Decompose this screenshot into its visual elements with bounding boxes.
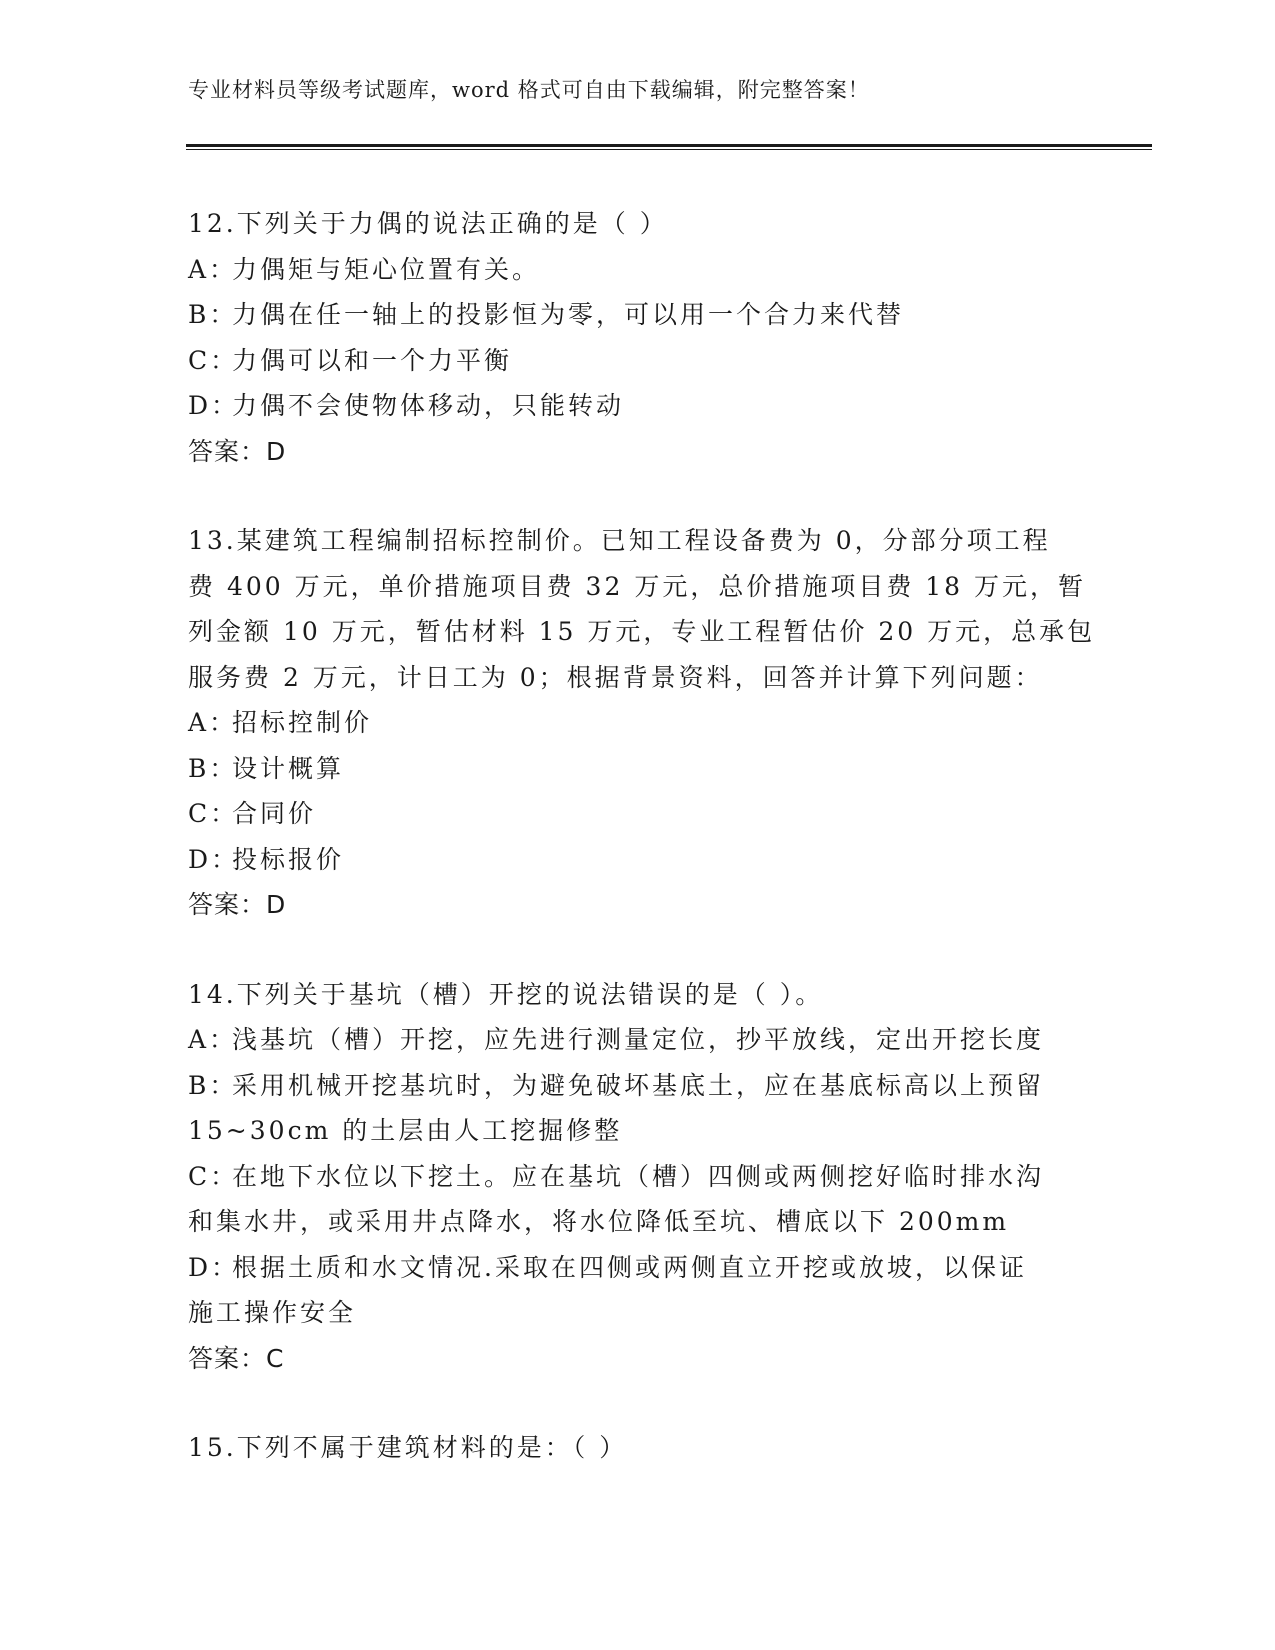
option-key: C： [188, 345, 239, 375]
question-stem: 14.下列关于基坑（槽）开挖的说法错误的是（ ）。 [188, 979, 824, 1009]
option-line [188, 746, 1088, 792]
option-key: B： [188, 753, 238, 783]
question-list [188, 201, 1096, 1515]
option-line [188, 338, 1088, 384]
option-key: A： [188, 708, 238, 737]
option-key: B： [188, 300, 238, 329]
option-key: C： [188, 799, 239, 828]
header-divider [186, 144, 1152, 150]
question-stem: 13.某建筑工程编制招标控制价。已知工程设备费为 0，分部分项工程 [188, 526, 1051, 555]
question-stem: 列金额 10 万元，暂估材料 15 万元，专业工程暂估价 20 万元，总承包 [188, 617, 1096, 646]
option-key: A： [188, 254, 238, 284]
option-text: 在地下水位以下挖土。应在基坑（槽）四侧或两侧挖好临时排水沟 [232, 1161, 1045, 1191]
option-text: 力偶矩与矩心位置有关。 [232, 254, 541, 284]
question-block [188, 201, 1088, 474]
option-line [188, 1063, 1088, 1109]
option-line [188, 1245, 1088, 1291]
option-text: 投标报价 [232, 844, 345, 874]
option-key: D： [188, 391, 240, 420]
answer-label: 答案：C [188, 1343, 285, 1373]
question-block [188, 518, 1096, 928]
question-block [188, 1425, 1088, 1471]
option-text: 设计概算 [232, 753, 345, 783]
option-line: 和集水井，或采用井点降水，将水位降低至坑、槽底以下 200mm [188, 1207, 1010, 1236]
option-line [188, 1154, 1088, 1200]
question-stem: 15.下列不属于建筑材料的是：（ ） [188, 1433, 628, 1462]
option-text: 合同价 [232, 799, 317, 828]
answer-label: 答案：D [188, 436, 287, 466]
answer-label: 答案：D [188, 890, 287, 919]
page-header: 专业材料员等级考试题库，word 格式可自由下载编辑，附完整答案！ [188, 78, 870, 102]
option-line: 15~30cm 的土层由人工挖掘修整 [188, 1116, 623, 1145]
option-line [188, 700, 1088, 746]
option-key: A： [188, 1025, 238, 1054]
option-line [188, 837, 1088, 883]
option-line [188, 247, 1088, 293]
option-text: 力偶在任一轴上的投影恒为零，可以用一个合力来代替 [232, 300, 905, 329]
option-key: D： [188, 1252, 240, 1282]
option-text: 浅基坑（槽）开挖，应先进行测量定位，抄平放线，定出开挖长度 [232, 1025, 1045, 1054]
question-stem: 费 400 万元，单价措施项目费 32 万元，总价措施项目费 18 万元，暂 [188, 571, 1087, 601]
option-key: B： [188, 1070, 238, 1100]
option-line [188, 791, 1088, 837]
question-stem: 12.下列关于力偶的说法正确的是（ ） [188, 209, 668, 238]
option-line: 施工操作安全 [188, 1298, 357, 1327]
option-text: 力偶可以和一个力平衡 [232, 345, 513, 375]
option-text: 采用机械开挖基坑时，为避免破坏基底土，应在基底标高以上预留 [232, 1070, 1045, 1100]
option-key: C： [188, 1161, 239, 1191]
option-text: 根据土质和水文情况.采取在四侧或两侧直立开挖或放坡，以保证 [232, 1252, 1027, 1282]
question-block [188, 972, 1088, 1382]
option-key: D： [188, 844, 240, 874]
question-stem: 服务费 2 万元，计日工为 0；根据背景资料，回答并计算下列问题： [188, 662, 1043, 692]
option-line [188, 292, 1088, 338]
option-text: 招标控制价 [232, 708, 373, 737]
option-text: 力偶不会使物体移动，只能转动 [232, 391, 625, 420]
option-line [188, 1017, 1088, 1063]
option-line [188, 383, 1088, 429]
